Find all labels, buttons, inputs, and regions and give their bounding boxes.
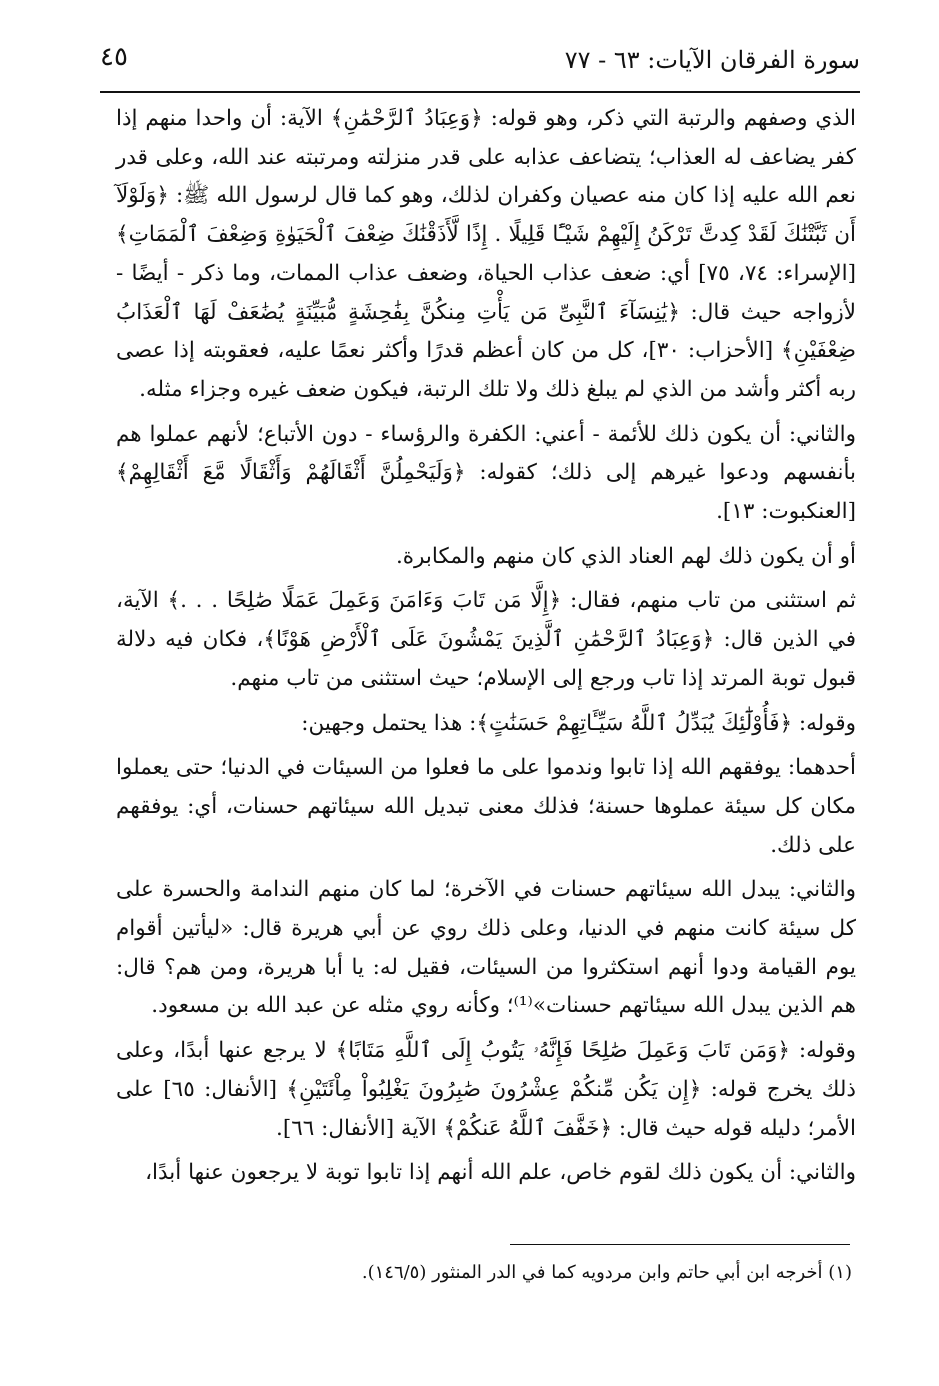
- footnote-divider: [510, 1244, 850, 1245]
- paragraph: الذي وصفهم والرتبة التي ذكر، وهو قوله: ﴿وَعِبَادُ ٱلرَّحْمَٰنِ﴾ الآية: أن واحدا منهم إذا كفر يضاعف له العذاب؛ يتضاعف عذابه على قدر منزلته ومرتبته عند الله، وعلى قدر نعم الله عليه إذا كان منه عصيان وكفران لذلك، وهو كما قال لرسول الله ﷺ: ﴿وَلَوْلَآ أَن ثَبَّتْنَٰكَ لَقَدْ كِدتَّ تَرْكَنُ إِلَيْهِمْ شَيْـًٔا قَلِيلًا . إِذًا لَّأَذَقْنَٰكَ ضِعْفَ ٱلْحَيَوٰةِ وَضِعْفَ ٱلْمَمَاتِ﴾ [الإسراء: ٧٤، ٧٥] أي: ضعف عذاب الحياة، وضعف عذاب الممات، وما ذكر - أيضًا - لأزواجه حيث قال: ﴿يَٰنِسَآءَ ٱلنَّبِىِّ مَن يَأْتِ مِنكُنَّ بِفَٰحِشَةٍ مُّبَيِّنَةٍ يُضَٰعَفْ لَهَا ٱلْعَذَابُ ضِعْفَيْنِ﴾ [الأحزاب: ٣٠]، كل من كان أعظم قدرًا وأكثر نعمًا عليه، فعقوبته إذا عصى ربه أكثر وأشد من الذي لم يبلغ ذلك ولا تلك الرتبة، فيكون ضعف غيره وجزاء مثله.: [116, 106, 857, 402]
- paragraph: والثاني: أن يكون ذلك لقوم خاص، علم الله أنهم إذا تابوا توبة لا يرجعون عنها أبدًا،: [145, 1160, 856, 1186]
- page-number: ٤٥: [100, 42, 128, 72]
- paragraph: أو أن يكون ذلك لهم العناد الذي كان منهم والمكابرة.: [395, 543, 856, 569]
- paragraph: والثاني: أن يكون ذلك للأئمة - أعني: الكفرة والرؤساء - دون الأتباع؛ لأنهم عملوا هم بأنفسهم ودعوا غيرهم إلى ذلك؛ كقوله: ﴿وَلَيَحْمِلُنَّ أَثْقَالَهُمْ وَأَثْقَالًا مَّعَ أَثْقَالِهِمْ﴾ [العنكبوت: ١٣].: [116, 421, 856, 525]
- footnote: (١) أخرجه ابن أبي حاتم وابن مردويه كما في الدر المنثور (١٤٦/٥).: [361, 1262, 852, 1283]
- paragraph: وقوله: ﴿وَمَن تَابَ وَعَمِلَ صَٰلِحًا فَإِنَّهُۥ يَتُوبُ إِلَى ٱللَّهِ مَتَابًا﴾ لا يرجع عنها أبدًا، وعلى ذلك يخرج قوله: ﴿إِن يَكُن مِّنكُمْ عِشْرُونَ صَٰبِرُونَ يَغْلِبُواْ مِاْئَتَيْنِ﴾ [الأنفال: ٦٥] على الأمر؛ دليله قوله حيث قال: ﴿خَفَّفَ ٱللَّهُ عَنكُمْ﴾ الآية [الأنفال: ٦٦].: [116, 1038, 856, 1141]
- paragraph: والثاني: يبدل الله سيئاتهم حسنات في الآخرة؛ لما كان منهم الندامة والحسرة على كل سيئة كانت منهم في الدنيا، وعلى ذلك روي عن أبي هريرة قال: «ليأتين أقوام يوم القيامة ودوا أنهم استكثروا من السيئات، فقيل له: يا أبا هريرة، ومن هم؟ قال: هم الذين يبدل الله سيئاتهم حسنات»⁽¹⁾؛ وكأنه روي مثله عن عبد الله بن مسعود.: [116, 877, 856, 1019]
- header-divider: [100, 91, 860, 93]
- body-text: [116, 100, 856, 1193]
- page-header: [100, 36, 860, 86]
- paragraph: أحدهما: يوفقهم الله إذا تابوا وندموا على ما فعلوا من السيئات في الدنيا؛ حتى يعملوا مكان كل سيئة عملوها حسنة؛ فذلك معنى تبديل الله سيئاتهم حسنات، أي: يوفقهم على ذلك.: [116, 755, 856, 858]
- running-header-title: سورة الفرقان الآيات: ٦٣ - ٧٧: [564, 46, 860, 74]
- paragraph: وقوله: ﴿فَأُوْلَٰٓئِكَ يُبَدِّلُ ٱللَّهُ سَيِّـَٔاتِهِمْ حَسَنَٰتٍ﴾: هذا يحتمل وجهين:: [301, 710, 856, 736]
- paragraph: ثم استثنى من تاب منهم، فقال: ﴿إِلَّا مَن تَابَ وَءَامَنَ وَعَمِلَ عَمَلًا صَٰلِحًا . . .﴾ الآية، في الذين قال: ﴿وَعِبَادُ ٱلرَّحْمَٰنِ ٱلَّذِينَ يَمْشُونَ عَلَى ٱلْأَرْضِ هَوْنًا﴾، فكان فيه دلالة قبول توبة المرتد إذا تاب ورجع إلى الإسلام؛ حيث استثنى من تاب منهم.: [116, 588, 856, 691]
